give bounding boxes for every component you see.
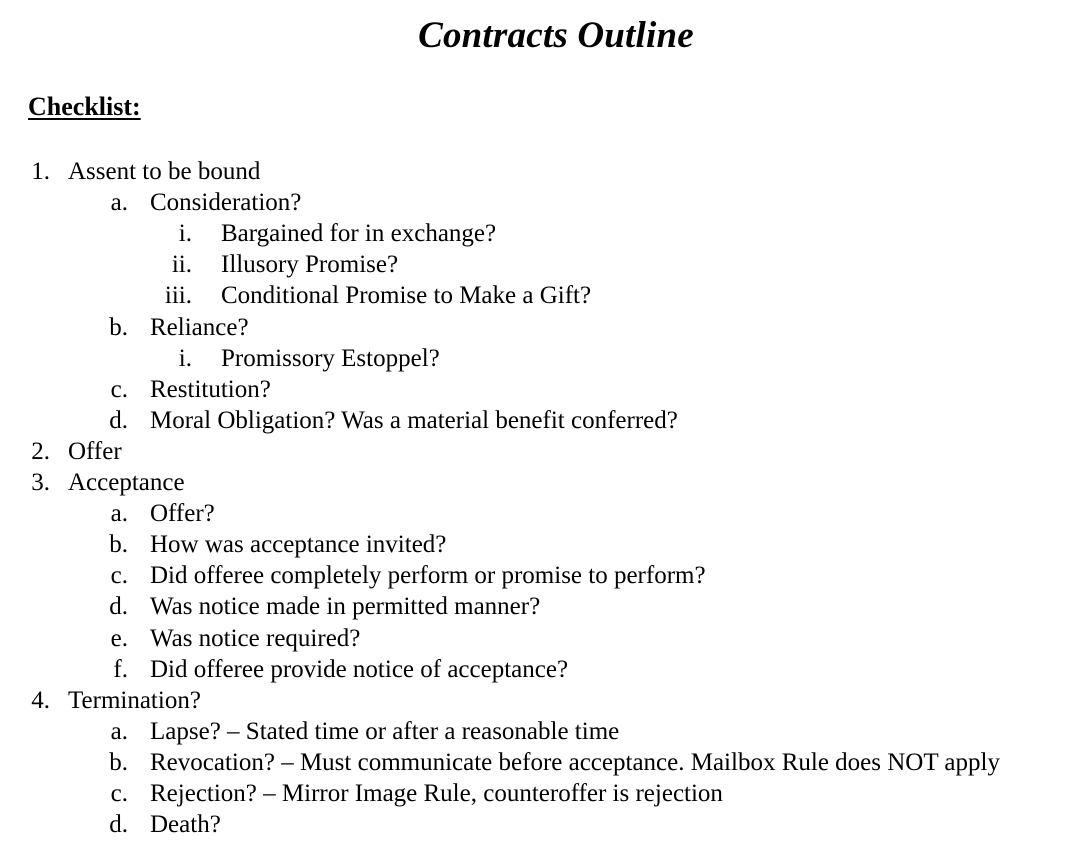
outline-item-marker: d.	[109, 406, 128, 434]
outline-item-level2	[0, 591, 1080, 622]
outline-item-level2	[0, 716, 1080, 747]
outline-item-marker: c.	[110, 780, 128, 807]
outline-item-marker: c.	[110, 375, 128, 403]
outline-item-text: Did offeree provide notice of acceptance?	[150, 655, 569, 683]
outline-item-text: Termination?	[68, 686, 201, 714]
outline-item-marker: b.	[109, 313, 128, 341]
outline-item-text: Offer?	[150, 500, 215, 528]
outline-item-text: Bargained for in exchange?	[221, 220, 497, 248]
outline-item-level2	[0, 312, 1080, 343]
outline-item-level2	[0, 747, 1080, 778]
section-heading: Checklist:	[28, 92, 141, 121]
outline-item-text: Consideration?	[150, 189, 302, 217]
outline-item-level1	[0, 685, 1080, 716]
outline-item-marker: a.	[110, 717, 128, 745]
outline-item-marker: a.	[110, 500, 128, 528]
outline-item-marker: d.	[109, 811, 128, 839]
outline-item-text: Illusory Promise?	[221, 251, 399, 279]
outline-item-level3	[0, 280, 1080, 311]
outline-item-text: Lapse? – Stated time or after a reasonable time	[150, 717, 620, 745]
outline-item-level2	[0, 187, 1080, 218]
outline-item-text: How was acceptance invited?	[150, 531, 447, 559]
outline-item-marker: 1.	[31, 158, 50, 185]
outline-item-text: Assent to be bound	[68, 158, 261, 185]
outline-item-marker: 3.	[31, 469, 50, 496]
outline-item-marker: e.	[110, 624, 128, 652]
outline-item-level2	[0, 405, 1080, 436]
outline-item-text: Restitution?	[150, 375, 271, 403]
outline-item-level2	[0, 498, 1080, 529]
outline-item-marker: b.	[109, 748, 128, 776]
outline-item-text: Moral Obligation? Was a material benefit conferred?	[150, 406, 678, 434]
outline-item-marker: 2.	[31, 437, 50, 465]
outline-item-marker: c.	[110, 562, 128, 590]
outline-item-marker: i.	[178, 344, 192, 372]
outline-item-level2	[0, 374, 1080, 405]
outline-item-marker: ii.	[171, 251, 192, 279]
outline-item-level2	[0, 778, 1080, 809]
outline-item-marker: b.	[109, 531, 128, 559]
outline-item-level3	[0, 218, 1080, 249]
outline-item-text: Conditional Promise to Make a Gift?	[221, 282, 592, 310]
outline-item-level2	[0, 560, 1080, 591]
outline-item-text: Rejection? – Mirror Image Rule, counteroffer is rejection	[150, 780, 723, 807]
outline-item-level2	[0, 654, 1080, 685]
outline-item-text: Death?	[150, 811, 221, 839]
document-title: Contracts Outline	[418, 15, 694, 56]
outline-item-text: Did offeree completely perform or promise to perform?	[150, 562, 706, 590]
outline-item-level2	[0, 529, 1080, 560]
outline-item-level3	[0, 343, 1080, 374]
outline-item-marker: d.	[109, 593, 128, 621]
outline-item-text: Offer	[68, 437, 122, 465]
outline-item-text: Was notice required?	[150, 624, 361, 652]
outline-item-level1	[0, 467, 1080, 498]
outline-item-marker: i.	[178, 220, 192, 248]
outline-item-marker: iii.	[164, 282, 192, 310]
outline-item-marker: a.	[110, 189, 128, 217]
outline-item-text: Reliance?	[150, 313, 249, 341]
outline-item-text: Revocation? – Must communicate before acceptance. Mailbox Rule does NOT apply	[150, 748, 1000, 776]
outline-item-text: Promissory Estoppel?	[221, 344, 440, 372]
outline-item-text: Was notice made in permitted manner?	[150, 593, 541, 621]
outline-item-level3	[0, 249, 1080, 280]
outline-item-level2	[0, 623, 1080, 654]
outline-item-level2	[0, 809, 1080, 840]
outline-item-level1	[0, 436, 1080, 467]
outline-item-text: Acceptance	[68, 469, 185, 496]
outline-item-marker: 4.	[31, 686, 50, 714]
outline-item-marker: f.	[113, 655, 128, 683]
outline-item-level1	[0, 156, 1080, 187]
